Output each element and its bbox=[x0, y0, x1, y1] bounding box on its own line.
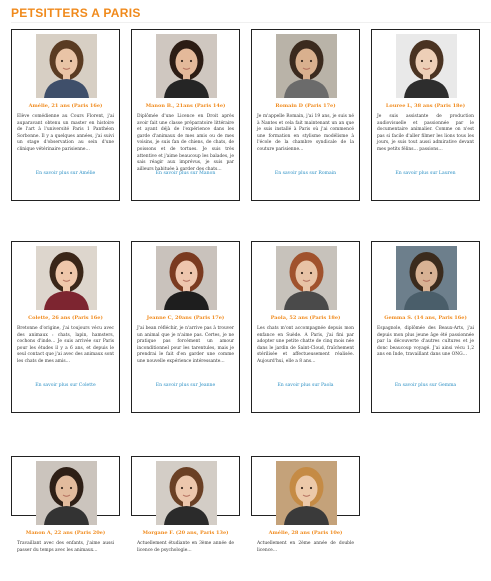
petsitter-photo[interactable] bbox=[276, 461, 337, 525]
petsitter-card bbox=[11, 29, 120, 201]
petsitter-bio: Actuellement en 2ème année de double licence… bbox=[257, 541, 354, 553]
petsitter-photo[interactable] bbox=[276, 34, 337, 98]
petsitter-name: Romain D (Paris 17e) bbox=[275, 103, 336, 109]
petsitter-photo[interactable] bbox=[396, 246, 457, 310]
petsitter-bio: Elève comédienne au Cours Florent, j'ai auparavant obtenu un master en histoire de l'art à l'université Paris 1 Panthéon Sorbonne. Il y a quelques années, j'ai suivi un stage d'observation au sein d'une clinique vétérinaire parisienne… bbox=[17, 114, 114, 152]
page-title: PETSITTERS A PARIS bbox=[11, 6, 141, 20]
petsitter-photo[interactable] bbox=[36, 34, 97, 98]
petsitter-card bbox=[251, 241, 360, 413]
portrait-image bbox=[396, 34, 457, 98]
more-info-link[interactable]: En savoir plus sur Romain bbox=[274, 171, 337, 176]
petsitter-bio: Bretonne d'origine, j'ai toujours vécu avec des animaux : chats, lapin, hamsters, cochons d'inde… Je suis arrivée sur Paris pour les études il y a 6 ans, et depuis le seul contact que j'ai avec des animaux sont les chats de mes amis… bbox=[17, 326, 114, 364]
petsitter-bio: Les chats m'ont accompagnée depuis mon enfance en Suède. A Paris, j'ai fini par adopter une petite chatte de cinq mois née dans le jardin de Saint-Cloud, fraîchement stérilisée et affectueusement réalisée. Aujourd'hui, elle a 8 ans… bbox=[257, 326, 354, 364]
petsitter-name: Paola, 52 ans (Paris 18e) bbox=[270, 315, 341, 321]
portrait-image bbox=[156, 34, 217, 98]
petsitter-name: Gemma S. (14 ans, Paris 16e) bbox=[384, 315, 467, 321]
petsitter-name: Louree L, 38 ans (Paris 18e) bbox=[385, 103, 466, 109]
portrait-image bbox=[276, 34, 337, 98]
more-info-link[interactable]: En savoir plus sur Manon bbox=[155, 171, 216, 176]
petsitter-name: Manon B., 21ans (Paris 14e) bbox=[145, 103, 226, 109]
petsitter-card bbox=[251, 456, 360, 553]
portrait-image bbox=[36, 246, 97, 310]
portrait-image bbox=[276, 246, 337, 310]
petsitter-photo[interactable] bbox=[156, 34, 217, 98]
petsitter-bio: Espagnole, diplômée des Beaux-Arts, j'ai depuis mon plus jeune âge été passionnée par la découverte d'autres cultures et je donc beaucoup voyagé. J'ai ainsi vécu 1,2 ans en Inde, travaillant dans une ONG… bbox=[377, 326, 474, 358]
petsitter-bio: J'ai bean réfléchir, je n'arrive pas à trouver un animal que je n'aime pas. Certes, je ne pratique pas forcément un amour inconditionnel pour les tarentules, mais je prendrai le fait d'en garder une comme une nouvelle expérience intéressante… bbox=[137, 326, 234, 364]
more-info-link[interactable]: En savoir plus sur Paola bbox=[277, 383, 334, 388]
petsitter-card bbox=[11, 456, 120, 553]
more-info-link[interactable]: En savoir plus sur Lauren bbox=[395, 171, 456, 176]
petsitter-bio: Je suis assistante de production audiovisuelle et passionnée par le documentaire animalier. Comme on n'est pas si facile d'aller filmer les lions tous les jours, je suis tout aussi admirative devant mes petits félins… passions… bbox=[377, 114, 474, 152]
petsitter-card bbox=[131, 241, 240, 413]
petsitter-name: Colette, 26 ans (Paris 16e) bbox=[28, 315, 103, 321]
petsitter-photo[interactable] bbox=[36, 461, 97, 525]
more-info-link[interactable]: En savoir plus sur Colette bbox=[35, 383, 96, 388]
petsitter-bio: Diplômée d'une Licence en Droit après avoir fait une classe préparatoire littéraire et ayant déjà de l'expérience dans les garde d'animaux de mes amis ou de mes voisins, je suis fan de chiens, de chats, de poissons et de tortues. Je suis très attentive et j'aime beaucoup les balades, je sais réagir aux imprévus, je suis par ailleurs habituée à garder des chats… bbox=[137, 114, 234, 172]
portrait-image bbox=[36, 461, 97, 525]
petsitter-card bbox=[131, 456, 240, 553]
petsitter-photo[interactable] bbox=[36, 246, 97, 310]
petsitter-card bbox=[131, 29, 240, 201]
petsitter-photo[interactable] bbox=[156, 246, 217, 310]
petsitter-card bbox=[11, 241, 120, 413]
portrait-image bbox=[396, 246, 457, 310]
petsitter-name: Morgane F. (20 ans, Paris 13e) bbox=[142, 530, 229, 536]
more-info-link[interactable]: En savoir plus sur Gemma bbox=[394, 383, 457, 388]
petsitter-name: Manon A, 22 ans (Paris 20e) bbox=[25, 530, 106, 536]
petsitter-bio: Je m'appelle Romain, j'ai 19 ans, je suis né à Nantes et cela fait maintenant un an que je suis installé à Paris où j'ai commencé une formation en stylisme modélisme à l'école de la chambre syndicale de la couture parisienne… bbox=[257, 114, 354, 152]
portrait-image bbox=[156, 461, 217, 525]
petsitter-card bbox=[251, 29, 360, 201]
more-info-link[interactable]: En savoir plus sur Jeanne bbox=[155, 383, 216, 388]
portrait-image bbox=[156, 246, 217, 310]
petsitter-name: Amélie, 28 ans (Paris 10e) bbox=[268, 530, 343, 536]
petsitter-card bbox=[371, 241, 480, 413]
petsitter-photo[interactable] bbox=[396, 34, 457, 98]
title-divider bbox=[11, 22, 491, 23]
portrait-image bbox=[276, 461, 337, 525]
petsitter-photo[interactable] bbox=[156, 461, 217, 525]
petsitter-name: Jeanne C, 20ans (Paris 17e) bbox=[146, 315, 225, 321]
portrait-image bbox=[36, 34, 97, 98]
more-info-link[interactable]: En savoir plus sur Amélie bbox=[35, 171, 96, 176]
petsitter-bio: Travaillant avec des enfants, j'aime aussi passer du temps avec les animaux… bbox=[17, 541, 114, 553]
petsitter-name: Amélie, 21 ans (Paris 16e) bbox=[28, 103, 103, 109]
petsitter-bio: Actuellement étudiante en 3ème année de licence de psychologie… bbox=[137, 541, 234, 553]
petsitter-photo[interactable] bbox=[276, 246, 337, 310]
petsitter-card bbox=[371, 29, 480, 201]
